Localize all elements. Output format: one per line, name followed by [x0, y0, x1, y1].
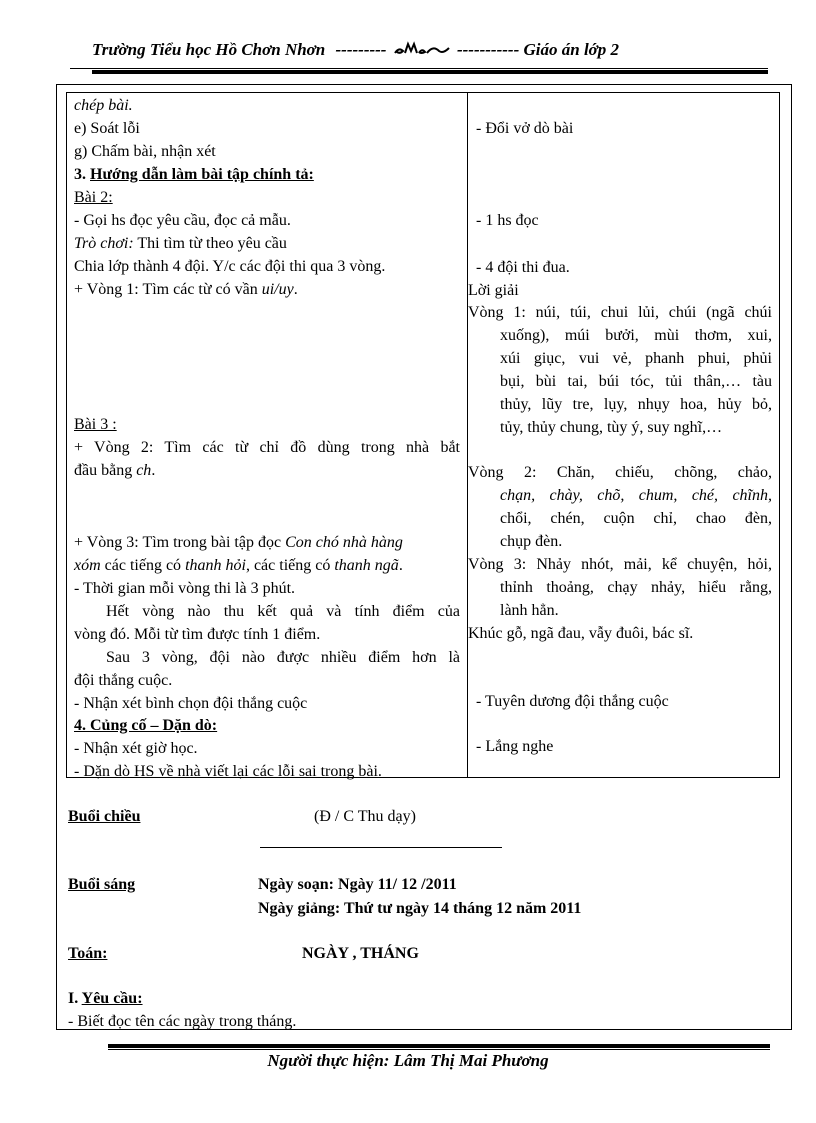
- afternoon-label: Buổi chiều: [68, 808, 141, 825]
- round3-nga: thanh ngã: [334, 557, 399, 574]
- right-line: Khúc gỗ, ngã đau, vẫy đuôi, bác sĩ.: [468, 625, 694, 642]
- afternoon-note: (Đ / C Thu dạy): [314, 808, 416, 825]
- requirements-line: - Biết đọc tên các ngày trong tháng.: [68, 1013, 297, 1030]
- footer-rule-thick: [108, 1044, 770, 1048]
- author-line: Người thực hiện: Lâm Thị Mai Phương: [267, 1051, 549, 1070]
- left-line: [74, 459, 155, 482]
- page-header: [92, 40, 619, 62]
- right-line: xuống), múi bưởi, mùi thơm, xui,: [500, 327, 772, 344]
- round3-period: .: [398, 557, 403, 574]
- left-line: - Nhận xét giờ học.: [74, 740, 198, 757]
- section-heading-text: Hướng dẫn làm bài tập chính tả:: [90, 166, 314, 183]
- section-heading: 4. Củng cố – Dặn dò:: [74, 717, 218, 734]
- round1-period: .: [293, 281, 298, 298]
- round3-story: Con chó nhà hàng: [285, 534, 403, 551]
- right-line: bụi, bùi tai, búi tóc, tủi thân,… tàu: [500, 373, 772, 390]
- round3-hoi: thanh hỏi: [185, 557, 246, 574]
- divider-line: [260, 847, 502, 848]
- header-dashes-right: -----------: [456, 40, 520, 59]
- left-line: Hết vòng nào thu kết quả và tính điểm của: [106, 603, 460, 620]
- left-line: + Vòng 2: Tìm các từ chỉ đồ dùng trong nhà bắt: [74, 439, 460, 456]
- left-line: [74, 232, 287, 255]
- left-line: - Nhận xét bình chọn đội thắng cuộc: [74, 695, 308, 712]
- round2-ch: ch: [136, 462, 152, 479]
- left-line: [74, 531, 403, 554]
- left-line: - Thời gian mỗi vòng thi là 3 phút.: [74, 580, 296, 597]
- game-label: Trò chơi:: [74, 235, 134, 252]
- left-line: e) Soát lỗi: [74, 120, 140, 137]
- right-line: - 1 hs đọc: [476, 212, 539, 229]
- right-line: - Tuyên dương đội thắng cuộc: [476, 693, 669, 710]
- header-rule-thick: [92, 70, 768, 74]
- right-line: Vòng 1: núi, túi, chui lủi, chúi (ngã chúi: [468, 304, 772, 321]
- subject-label: Toán:: [68, 945, 108, 962]
- right-line: thủy, lũy tre, lụy, nhụy hoa, hủy bỏ,: [500, 396, 772, 413]
- round3-text: + Vòng 3: Tìm trong bài tập đọc: [74, 534, 286, 551]
- game-desc: Thi tìm từ theo yêu cầu: [133, 235, 287, 252]
- round1-rhyme: ui/uy: [261, 281, 294, 298]
- round2-text: đầu bằng: [74, 462, 137, 479]
- header-logo-icon: [393, 41, 451, 62]
- right-line: thỉnh thoảng, chạy nhảy, hiểu rằng,: [500, 579, 772, 596]
- school-name: Trường Tiểu học Hồ Chơn Nhơn: [92, 40, 326, 59]
- left-line: [74, 554, 403, 577]
- round3-text2: các tiếng có: [100, 557, 186, 574]
- teach-date: Ngày giảng: Thứ tư ngày 14 tháng 12 năm 2011: [258, 900, 582, 917]
- right-line: Lời giải: [468, 282, 519, 299]
- right-line: xúi giục, vui vẻ, phanh phui, phủi: [500, 350, 772, 367]
- left-line: Chia lớp thành 4 đội. Y/c các đội thi qua 3 vòng.: [74, 258, 386, 275]
- column-divider: [467, 93, 468, 777]
- right-line: lành hẳn.: [500, 602, 559, 619]
- lesson-title: NGÀY , THÁNG: [302, 945, 419, 962]
- header-rule-thin: [70, 68, 768, 69]
- requirements-heading-text: Yêu cầu:: [81, 990, 143, 1007]
- exercise-heading: Bài 2:: [74, 189, 113, 206]
- right-line: - Đổi vở dò bài: [476, 120, 574, 137]
- left-line: vòng đó. Mỗi từ tìm được tính 1 điểm.: [74, 626, 321, 643]
- right-line: chổi, chén, cuộn chỉ, chao đèn,: [500, 510, 772, 527]
- left-line: - Dặn dò HS về nhà viết lại các lỗi sai trong bài.: [74, 763, 382, 780]
- section-heading: 3. Hướng dẫn làm bài tập chính tả:: [74, 166, 314, 183]
- round2-period: .: [151, 462, 156, 479]
- left-line: g) Chấm bài, nhận xét: [74, 143, 216, 160]
- left-line: đội thắng cuộc.: [74, 672, 173, 689]
- plan-label: Giáo án lớp 2: [523, 40, 620, 59]
- left-line: chép bài.: [74, 97, 133, 114]
- round1-text: + Vòng 1: Tìm các từ có vần: [74, 281, 262, 298]
- right-line: - Lắng nghe: [476, 738, 554, 755]
- requirements-heading: I. Yêu cầu:: [68, 990, 143, 1007]
- right-line: chụp đèn.: [500, 533, 563, 550]
- footer-rule-thin: [108, 1049, 770, 1050]
- right-line: chạn, chày, chõ, chum, ché, chĩnh,: [500, 487, 772, 504]
- left-line: - Gọi hs đọc yêu cầu, đọc cả mẫu.: [74, 212, 291, 229]
- right-line: Vòng 2: Chăn, chiếu, chõng, chảo,: [468, 464, 772, 481]
- prep-date: Ngày soạn: Ngày 11/ 12 /2011: [258, 876, 457, 893]
- morning-label: Buổi sáng: [68, 876, 136, 893]
- round3-story-end: xóm: [74, 557, 101, 574]
- right-line: - 4 đội thi đua.: [476, 259, 570, 276]
- right-line: tủy, thủy chung, tùy ý, suy nghĩ,…: [500, 419, 723, 436]
- round3-text3: , các tiếng có: [245, 557, 335, 574]
- left-line: Sau 3 vòng, đội nào được nhiều điểm hơn là: [106, 649, 460, 666]
- right-line: Vòng 3: Nhảy nhót, mải, kể chuyện, hỏi,: [468, 556, 772, 573]
- exercise-heading: Bài 3 :: [74, 416, 117, 433]
- header-dashes-left: ---------: [335, 40, 387, 59]
- left-line: [74, 278, 298, 301]
